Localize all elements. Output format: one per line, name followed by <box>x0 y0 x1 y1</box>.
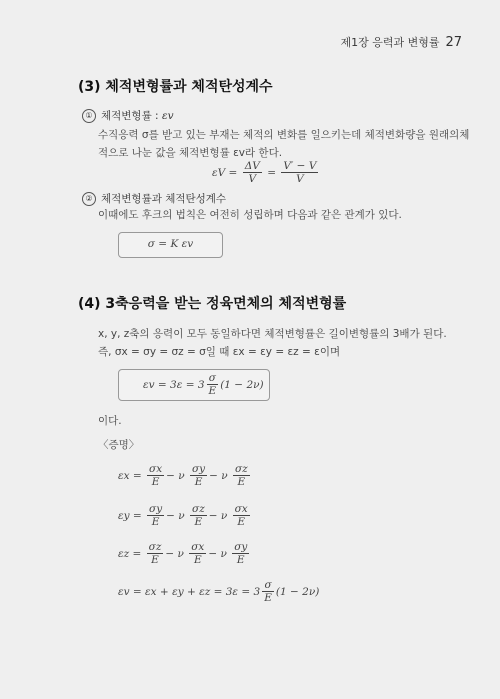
section-4-text-line2: 즉, σx = σy = σz = σ일 때 εx = εy = εz = ε이며 <box>98 346 341 358</box>
proof-final-equation: εv = εx + εy + εz = 3ε = 3 $\frac{\sigma}{E}$ (1 − 2ν) <box>118 579 320 604</box>
bulk-modulus-equation: σ = K εv <box>147 238 194 250</box>
item-1-heading-symbol: εv <box>161 110 174 122</box>
item-1-heading-text: 체적변형률 : <box>101 110 162 122</box>
item-2-text: 이때에도 후크의 법칙은 여전히 성립하며 다음과 같은 관계가 있다. <box>98 209 402 221</box>
triaxial-strain-box <box>118 369 270 401</box>
item-1-text-line2: 적으로 나눈 값을 체적변형률 εv라 한다. <box>98 147 283 159</box>
volumetric-strain-equation: εV = $\frac{\Delta V}{V}$ = $\frac{V' - V}{V}$ <box>212 160 317 185</box>
item-2-marker: ② <box>82 192 96 206</box>
page-number: 27 <box>445 35 462 50</box>
triaxial-strain-equation: εv = 3ε = 3 $\frac{\sigma}{E}$ (1 − 2ν) <box>143 372 264 397</box>
section-4-title: (4) 3축응력을 받는 정육면체의 체적변형률 <box>78 296 347 312</box>
proof-label: 〈증명〉 <box>98 439 140 451</box>
proof-equation-y: εy = $\frac{\sigma y}{E}$ − ν $\frac{\sigma z}{E}$ − ν $\frac{\sigma x}{E}$ <box>118 503 248 528</box>
item-1-marker: ① <box>82 109 96 123</box>
item-2-heading <box>82 191 226 206</box>
bulk-modulus-box <box>118 232 223 258</box>
section-3-title: (3) 체적변형률과 체적탄성계수 <box>78 79 273 95</box>
chapter-title: 제1장 응력과 변형률 <box>340 36 440 49</box>
fraction: $\frac{V' - V}{V}$ <box>283 160 317 185</box>
section-4-text-line1: x, y, z축의 응력이 모두 동일하다면 체적변형률은 길이변형률의 3배가 된다. <box>98 328 447 340</box>
fraction: $\frac{\Delta V}{V}$ <box>244 160 260 185</box>
running-header <box>340 34 462 50</box>
after-box-text: 이다. <box>98 415 122 427</box>
item-1-text-line1: 수직응력 σ를 받고 있는 부재는 체적의 변화를 일으키는데 체적변화량을 원래의체 <box>98 129 470 141</box>
item-1-heading <box>82 108 174 123</box>
item-2-heading-text: 체적변형률과 체적탄성계수 <box>101 193 227 205</box>
proof-equation-x: εx = $\frac{\sigma x}{E}$ − ν $\frac{\sigma y}{E}$ − ν $\frac{\sigma z}{E}$ <box>118 463 248 488</box>
proof-equation-z: εz = $\frac{\sigma z}{E}$ − ν $\frac{\sigma x}{E}$ − ν $\frac{\sigma y}{E}$ <box>118 541 248 566</box>
